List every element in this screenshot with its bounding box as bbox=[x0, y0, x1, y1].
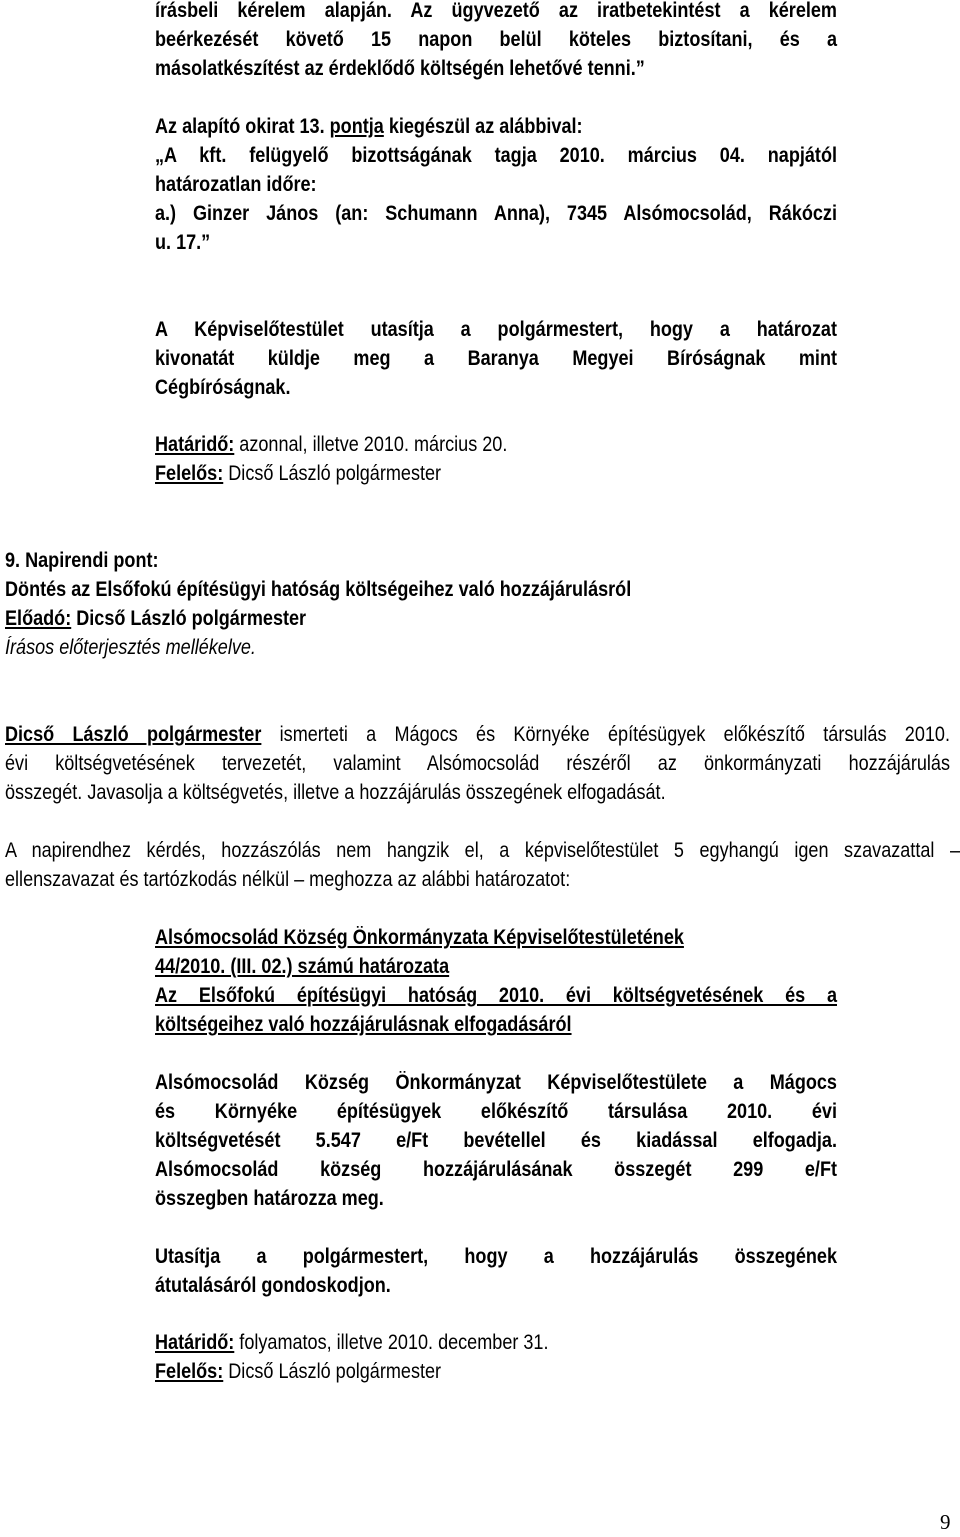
text-line bbox=[155, 1126, 837, 1155]
text-run: pontja bbox=[329, 115, 384, 138]
text-run: A napirendhez kérdés, hozzászólás nem hangzik el, a képviselőtestület 5 egyhangú igen szavazattal – bbox=[5, 839, 960, 862]
text-run: átutalásáról gondoskodjon. bbox=[155, 1274, 391, 1297]
text-run: Az alapító okirat 13. bbox=[155, 115, 330, 138]
text-line bbox=[155, 344, 837, 373]
text-run: másolatkészítést az érdeklődő költségén lehetővé tenni.” bbox=[155, 57, 645, 80]
text-run: Alsómocsolád Község Önkormányzata Képviselőtestületének bbox=[155, 926, 684, 949]
text-run: Határidő: bbox=[155, 1331, 235, 1354]
text-run: A Képviselőtestület utasítja a polgármestert, hogy a határozat bbox=[155, 318, 837, 341]
text-run: kiegészül az alábbival: bbox=[383, 115, 583, 138]
text-run: költségvetését 5.547 e/Ft bevétellel és kiadással elfogadja. bbox=[155, 1129, 837, 1152]
text-run: Alsómocsolád Község Önkormányzat Képviselőtestülete a Mágocs bbox=[155, 1071, 837, 1094]
text-run: 9. Napirendi pont: bbox=[5, 549, 159, 572]
text-run: Alsómocsolád község hozzájárulásának összegét 299 e/Ft bbox=[155, 1158, 837, 1181]
text-line bbox=[155, 373, 290, 402]
text-line bbox=[5, 865, 570, 894]
text-line bbox=[155, 141, 837, 170]
text-line bbox=[155, 1068, 837, 1097]
text-run: 44/2010. (III. 02.) számú határozata bbox=[155, 955, 450, 978]
text-run: ellenszavazat és tartózkodás nélkül – meghozza az alábbi határozatot: bbox=[5, 868, 571, 891]
text-line bbox=[155, 1010, 572, 1039]
text-line bbox=[155, 1328, 549, 1357]
text-run: összegben határozza meg. bbox=[155, 1187, 384, 1210]
text-run: u. 17.” bbox=[155, 231, 211, 254]
text-run: Határidő: bbox=[155, 433, 235, 456]
text-line bbox=[155, 54, 645, 83]
text-run: beérkezését követő 15 napon belül köteles biztosítani, és a bbox=[155, 28, 837, 51]
text-run: Utasítja a polgármestert, hogy a hozzájárulás összegének bbox=[155, 1245, 837, 1268]
text-line bbox=[5, 749, 950, 778]
text-line bbox=[155, 112, 583, 141]
text-line bbox=[155, 1271, 391, 1300]
text-line bbox=[5, 604, 306, 633]
text-run: Döntés az Elsőfokú építésügyi hatóság költségeihez való hozzájárulásról bbox=[5, 578, 632, 601]
text-line bbox=[155, 981, 837, 1010]
text-run: ismerteti a Mágocs és Környéke építésügyek előkészítő társulás 2010. bbox=[261, 723, 950, 746]
text-run: Cégbíróságnak. bbox=[155, 376, 291, 399]
text-line bbox=[155, 1184, 384, 1213]
text-run: „A kft. felügyelő bizottságának tagja 2010. március 04. napjától bbox=[155, 144, 837, 167]
text-run: Dicső László polgármester bbox=[223, 462, 442, 485]
text-line bbox=[5, 546, 159, 575]
text-line bbox=[155, 1097, 837, 1126]
text-line bbox=[5, 720, 950, 749]
text-line bbox=[155, 199, 837, 228]
text-line bbox=[155, 315, 837, 344]
text-run: Előadó: bbox=[5, 607, 72, 630]
text-line bbox=[5, 633, 256, 662]
text-run: Dicső László polgármester bbox=[5, 723, 262, 746]
text-run: Dicső László polgármester bbox=[71, 607, 307, 630]
text-run: Felelős: bbox=[155, 1360, 224, 1383]
text-line bbox=[155, 0, 837, 25]
text-run: kivonatát küldje meg a Baranya Megyei Bíróságnak mint bbox=[155, 347, 837, 370]
text-line bbox=[155, 25, 837, 54]
text-run: Az Elsőfokú építésügyi hatóság 2010. évi költségvetésének és a bbox=[155, 984, 837, 1007]
text-line bbox=[155, 1242, 837, 1271]
text-line bbox=[5, 575, 631, 604]
text-run: Írásos előterjesztés mellékelve. bbox=[5, 636, 256, 659]
text-run: azonnal, illetve 2010. március 20. bbox=[234, 433, 508, 456]
text-line bbox=[155, 1155, 837, 1184]
text-line bbox=[155, 923, 684, 952]
text-line bbox=[155, 228, 210, 257]
text-run: határozatlan időre: bbox=[155, 173, 317, 196]
text-run: folyamatos, illetve 2010. december 31. bbox=[234, 1331, 549, 1354]
text-run: évi költségvetésének tervezetét, valamint Alsómocsolád részéről az önkormányzati hozzájárulás bbox=[5, 752, 950, 775]
text-run: költségeihez való hozzájárulásnak elfogadásáról bbox=[155, 1013, 572, 1036]
text-run: és Környéke építésügyek előkészítő társulása 2010. évi bbox=[155, 1100, 837, 1123]
text-run: a.) Ginzer János (an: Schumann Anna), 7345 Alsómocsolád, Rákóczi bbox=[155, 202, 837, 225]
page-number: 9 bbox=[940, 1510, 951, 1534]
text-line bbox=[155, 1357, 441, 1386]
text-line bbox=[155, 459, 441, 488]
text-line bbox=[155, 952, 449, 981]
text-line bbox=[155, 430, 507, 459]
text-line bbox=[155, 170, 317, 199]
text-line bbox=[5, 836, 960, 865]
text-line bbox=[5, 778, 666, 807]
text-run: Felelős: bbox=[155, 462, 224, 485]
text-run: összegét. Javasolja a költségvetés, illetve a hozzájárulás összegének elfogadását. bbox=[5, 781, 666, 804]
text-run: írásbeli kérelem alapján. Az ügyvezető az iratbetekintést a kérelem bbox=[155, 0, 837, 22]
text-run: Dicső László polgármester bbox=[223, 1360, 442, 1383]
